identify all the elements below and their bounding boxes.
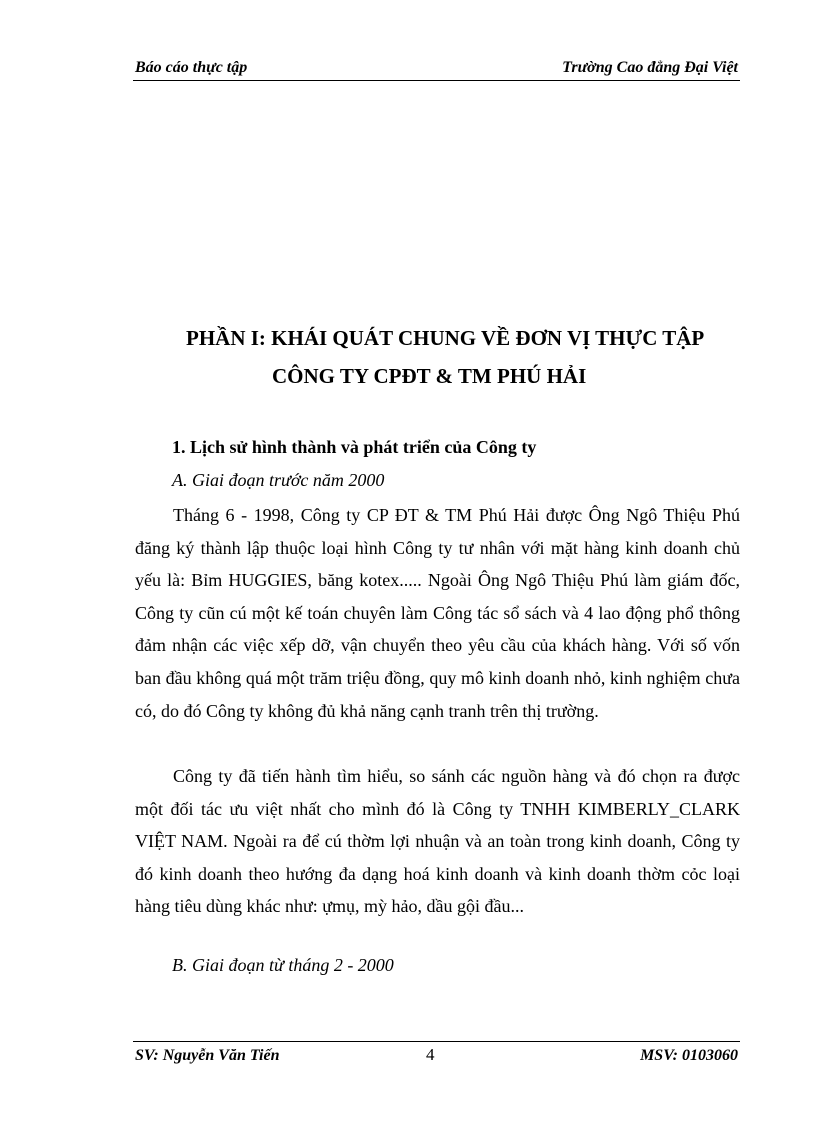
paragraph-history-1: Tháng 6 - 1998, Công ty CP ĐT & TM Phú Hải được Ông Ngô Thiệu Phú đăng ký thành lập thuộc loại hình Công ty tư nhân với mặt hàng kinh doanh chủ yếu là: Bỉm HUGGIES, băng kotex..... Ngoài Ông Ngô Thiệu Phú làm giám đốc, Công ty cũn cú một kế toán chuyên làm Công tác sổ sách và 4 lao động phổ thông đảm nhận các việc xếp dỡ, vận chuyển theo yêu cầu của khách hàng. Với số vốn ban đầu không quá một trăm triệu đồng, quy mô kinh doanh nhỏ, kinh nghiệm chưa có, do đó Công ty không đủ khả năng cạnh tranh trên thị trường. xyxy=(135,505,740,721)
header-school-name: Trường Cao đẳng Đại Việt xyxy=(562,59,738,76)
section-heading: 1. Lịch sử hình thành và phát triển của Công ty xyxy=(172,437,537,457)
footer-student-id: MSV: 0103060 xyxy=(640,1047,738,1064)
page-header xyxy=(133,58,740,81)
part-title: PHẦN I: KHÁI QUÁT CHUNG VỀ ĐƠN VỊ THỰC TẬP xyxy=(186,326,705,350)
company-title: CÔNG TY CPĐT & TM PHÚ HẢI xyxy=(272,364,587,388)
subsection-a-heading: A. Giai đoạn trước năm 2000 xyxy=(172,470,385,490)
header-report-label: Báo cáo thực tập xyxy=(135,59,248,76)
paragraph-history-2: Công ty đã tiến hành tìm hiểu, so sánh các nguồn hàng và đó chọn ra được một đối tác ưu việt nhất cho mình đó là Công ty TNHH KIMBERLY_CLARK VIỆT NAM. Ngoài ra để cú thờm lợi nhuận và an toàn trong kinh doanh, Công ty đó kinh doanh theo hướng đa dạng hoá kinh doanh và kinh doanh thờm cỏc loại hàng tiêu dùng khác như: ựmụ, mỳ hảo, dầu gội đầu... xyxy=(135,766,740,917)
page-footer xyxy=(133,1041,740,1070)
subsection-b-heading: B. Giai đoạn từ tháng 2 - 2000 xyxy=(172,955,394,975)
page-number: 4 xyxy=(426,1045,435,1064)
footer-student-name: SV: Nguyễn Văn Tiến xyxy=(135,1047,280,1064)
